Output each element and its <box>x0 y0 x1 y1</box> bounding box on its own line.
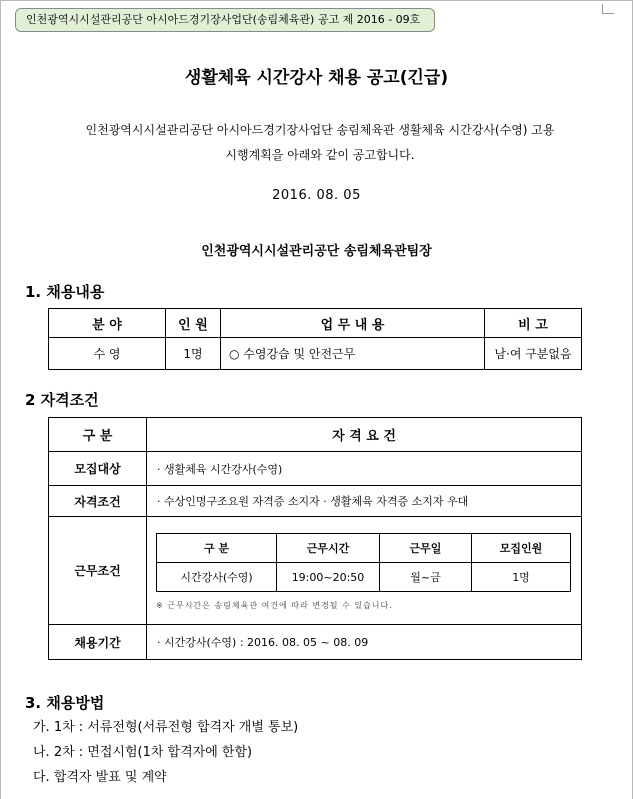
header-remarks: 비 고 <box>485 309 582 338</box>
qualification-table <box>48 417 582 660</box>
label-work-conditions: 근무조건 <box>49 517 147 625</box>
value-target: · 생활체육 시간강사(수영) <box>147 452 582 486</box>
cell-field: 수 영 <box>49 338 166 370</box>
work-header-hours: 근무시간 <box>277 534 380 563</box>
cell-headcount: 1명 <box>166 338 221 370</box>
table-row <box>49 452 582 486</box>
section-3-heading: 3. 채용방법 <box>25 694 105 712</box>
document-title: 생활체육 시간강사 채용 공고(긴급) <box>184 68 449 88</box>
work-header-days: 근무일 <box>380 534 472 563</box>
method-item-1: 가. 1차 : 서류전형(서류전형 합격자 개별 통보) <box>33 720 299 735</box>
header-headcount: 인 원 <box>166 309 221 338</box>
method-item-3: 다. 합격자 발표 및 계약 <box>33 770 167 785</box>
notice-number-box: 인천광역시시설관리공단 아시아드경기장사업단(송림체육관) 공고 제 2016 - 09호 <box>15 8 435 32</box>
header-requirements: 자 격 요 건 <box>147 418 582 452</box>
table-header-row <box>49 309 582 338</box>
work-cell-days: 월~금 <box>380 563 472 592</box>
value-work-conditions <box>147 517 582 625</box>
signer: 인천광역시시설관리공단 송림체육관팀장 <box>201 244 432 259</box>
work-header-category: 구 분 <box>157 534 277 563</box>
label-qualification: 자격조건 <box>49 486 147 517</box>
notice-date: 2016. 08. 05 <box>272 188 361 203</box>
work-hours-note: ※ 근무시간은 송림체육관 여건에 따라 변경될 수 있습니다. <box>156 601 393 610</box>
page-corner-mark <box>602 4 614 14</box>
table-row <box>49 625 582 660</box>
work-conditions-table <box>156 533 571 592</box>
work-cell-headcount: 1명 <box>472 563 571 592</box>
cell-duties: ○ 수영강습 및 안전근무 <box>221 338 485 370</box>
section-1-heading: 1. 채용내용 <box>25 283 105 301</box>
table-row <box>157 563 571 592</box>
table-header-row <box>157 534 571 563</box>
header-duties: 업 무 내 용 <box>221 309 485 338</box>
intro-line-2: 시행계획을 아래와 같이 공고합니다. <box>225 148 415 162</box>
recruitment-table <box>48 308 582 370</box>
label-target: 모집대상 <box>49 452 147 486</box>
table-header-row <box>49 418 582 452</box>
table-row <box>49 486 582 517</box>
work-cell-category: 시간강사(수영) <box>157 563 277 592</box>
value-qualification: · 수상인명구조요원 자격증 소지자 · 생활체육 자격증 소지자 우대 <box>147 486 582 517</box>
header-category: 구 분 <box>49 418 147 452</box>
work-header-headcount: 모집인원 <box>472 534 571 563</box>
table-row <box>49 517 582 625</box>
intro-paragraph <box>55 118 585 168</box>
page-frame-left <box>0 0 1 799</box>
work-cell-hours: 19:00~20:50 <box>277 563 380 592</box>
section-2-heading: 2 자격조건 <box>25 391 99 409</box>
value-period: · 시간강사(수영) : 2016. 08. 05 ~ 08. 09 <box>147 625 582 660</box>
method-item-2: 나. 2차 : 면접시험(1차 합격자에 한함) <box>33 745 253 760</box>
cell-remarks: 남·여 구분없음 <box>485 338 582 370</box>
label-period: 채용기간 <box>49 625 147 660</box>
table-row <box>49 338 582 370</box>
page-frame-top <box>0 0 633 1</box>
header-field: 분 야 <box>49 309 166 338</box>
intro-line-1: 인천광역시시설관리공단 아시아드경기장사업단 송림체육관 생활체육 시간강사(수영) 고용 <box>85 123 555 137</box>
